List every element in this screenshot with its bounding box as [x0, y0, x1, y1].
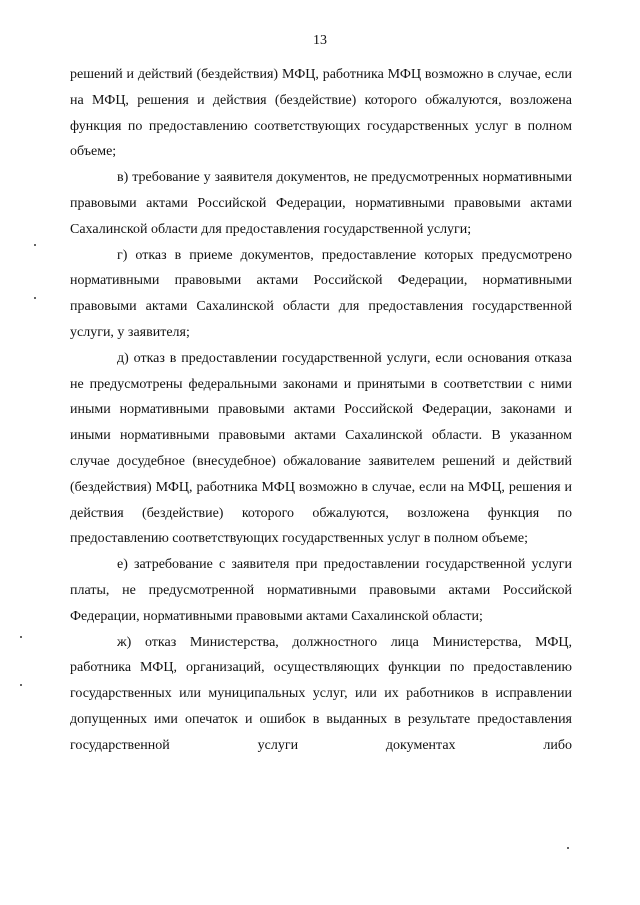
scan-speck	[34, 244, 36, 246]
paragraph-item-v: в) требование у заявителя документов, не предусмотренных нормативными правовыми актами Российской Федерации, нормативными правовыми актами Сахалинской области для предоставления государственной услуги;	[70, 170, 572, 237]
paragraph-continuation: решений и действий (бездействия) МФЦ, работника МФЦ возможно в случае, если на МФЦ, решения и действия (бездействие) которого обжалуются, возложена функция по предоставлению соответствующих государственных услуг в полном объеме;	[70, 67, 572, 160]
scan-speck	[567, 847, 569, 849]
scan-speck	[20, 684, 22, 686]
scan-speck	[34, 297, 36, 299]
paragraph-item-e: е) затребование с заявителя при предоставлении государственной услуги платы, не предусмотренной нормативными правовыми актами Российской Федерации, нормативными правовыми актами Сахалинской области;	[70, 557, 572, 624]
scan-speck	[20, 636, 22, 638]
page-number: 13	[313, 33, 327, 48]
paragraph-item-zh: ж) отказ Министерства, должностного лица Министерства, МФЦ, работника МФЦ, организаций, осуществляющих функции по предоставлению государственных или муниципальных услуг, или их работников в исправлении допущенных ими опечаток и ошибок в выданных в результате предоставления государственной услуги документах либо	[70, 634, 572, 753]
document-body	[70, 62, 572, 759]
paragraph-item-d: д) отказ в предоставлении государственной услуги, если основания отказа не предусмотрены федеральными законами и принятыми в соответствии с ними иными нормативными правовыми актами Российской Федерации, законами и иными нормативными правовыми актами Сахалинской области. В указанном случае досудебное (внесудебное) обжалование заявителем решений и действий (бездействия) МФЦ, работника МФЦ возможно в случае, если на МФЦ, решения и действия (бездействие) которого обжалуются, возложена функция по предоставлению соответствующих государственных услуг в полном объеме;	[70, 350, 572, 547]
paragraph-item-g: г) отказ в приеме документов, предоставление которых предусмотрено нормативными правовыми актами Российской Федерации, нормативными правовыми актами Сахалинской области для предоставления государственной услуги, у заявителя;	[70, 247, 572, 340]
